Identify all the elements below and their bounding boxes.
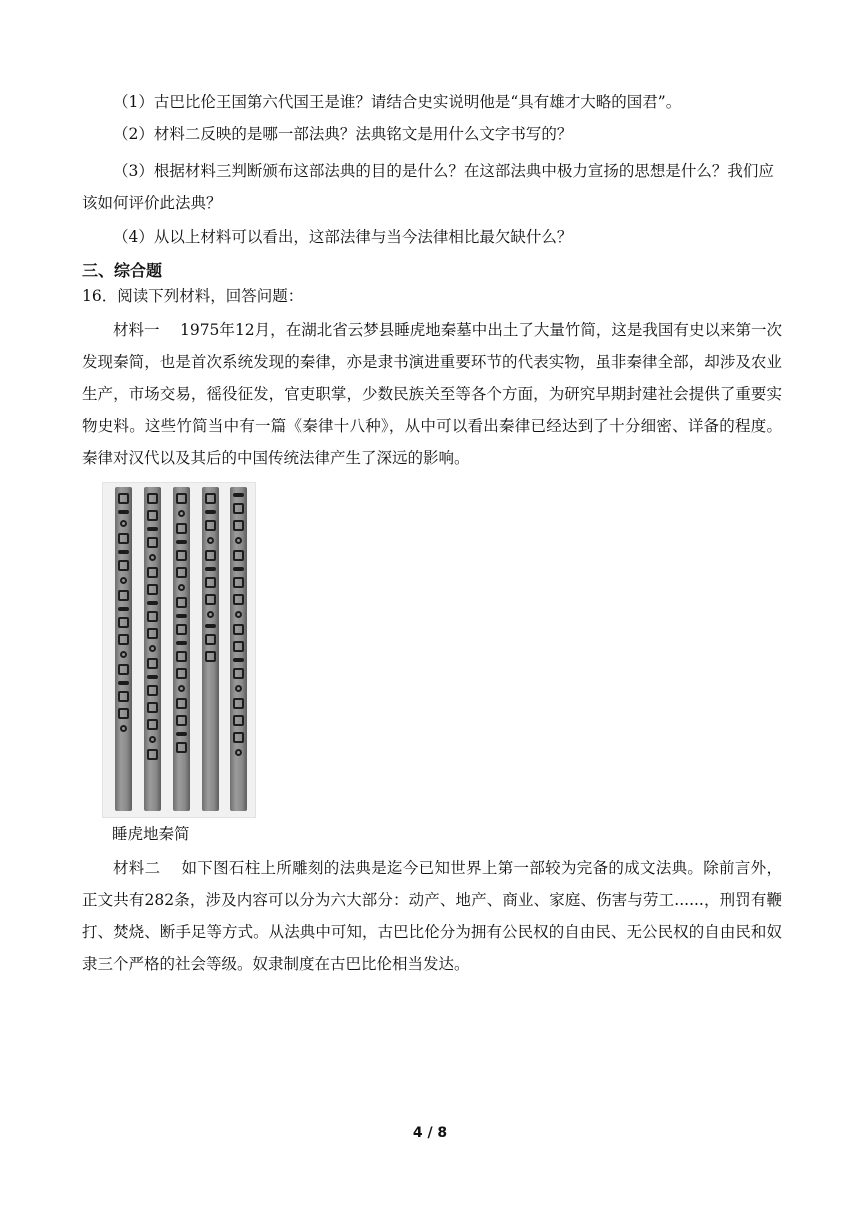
image-caption: 睡虎地秦简 — [112, 825, 190, 843]
bamboo-slip — [144, 487, 161, 811]
question-1: （1）古巴比伦王国第六代国王是谁？请结合史实说明他是“具有雄才大略的国君”。 — [113, 93, 682, 111]
material-1-paragraph: 材料一 1975年12月，在湖北省云梦县睡虎地秦墓中出土了大量竹简，这是我国有史以来第一次发现秦简，也是首次系统发现的秦律，亦是隶书演进重要环节的代表实物，虽非秦律全部，却涉及农业生产，市场交易，徭役征发，官吏职掌，少数民族关至等各个方面，为研究早期封建社会提供了重要实物史料。这些竹简当中有一篇《秦律十八种》，从中可以看出秦律已经达到了十分细密、详备的程度。秦律对汉代以及其后的中国传统法律产生了深远的影响。 — [82, 321, 782, 467]
section-title: 三、综合题 — [82, 261, 163, 280]
material-2-paragraph: 材料二 如下图石柱上所雕刻的法典是迄今已知世界上第一部较为完备的成文法典。除前言外，正文共有282条，涉及内容可以分为六大部分：动产、地产、商业、家庭、伤害与劳工......，刑罚有鞭打、焚烧、断手足等方式。从法典中可知，古巴比伦分为拥有公民权的自由民、无公民权的自由民和奴隶三个严格的社会等级。奴隶制度在古巴比伦相当发达。 — [82, 859, 782, 973]
question-2: （2）材料二反映的是哪一部法典？法典铭文是用什么文字书写的？ — [113, 125, 573, 143]
question-16-intro: 16．阅读下列材料，回答问题： — [82, 287, 304, 305]
question-3: （3）根据材料三判断颁布这部法典的目的是什么？在这部法典中极力宣扬的思想是什么？我们应该如何评价此法典？ — [82, 162, 774, 212]
bamboo-slip — [230, 487, 247, 811]
page-number: 4 / 8 — [412, 1125, 448, 1141]
bamboo-slip — [202, 487, 219, 811]
bamboo-slips-image — [102, 482, 256, 818]
bamboo-slip — [115, 487, 132, 811]
question-4: （4）从以上材料可以看出，这部法律与当今法律相比最欠缺什么？ — [113, 228, 573, 246]
bamboo-slip — [173, 487, 190, 811]
